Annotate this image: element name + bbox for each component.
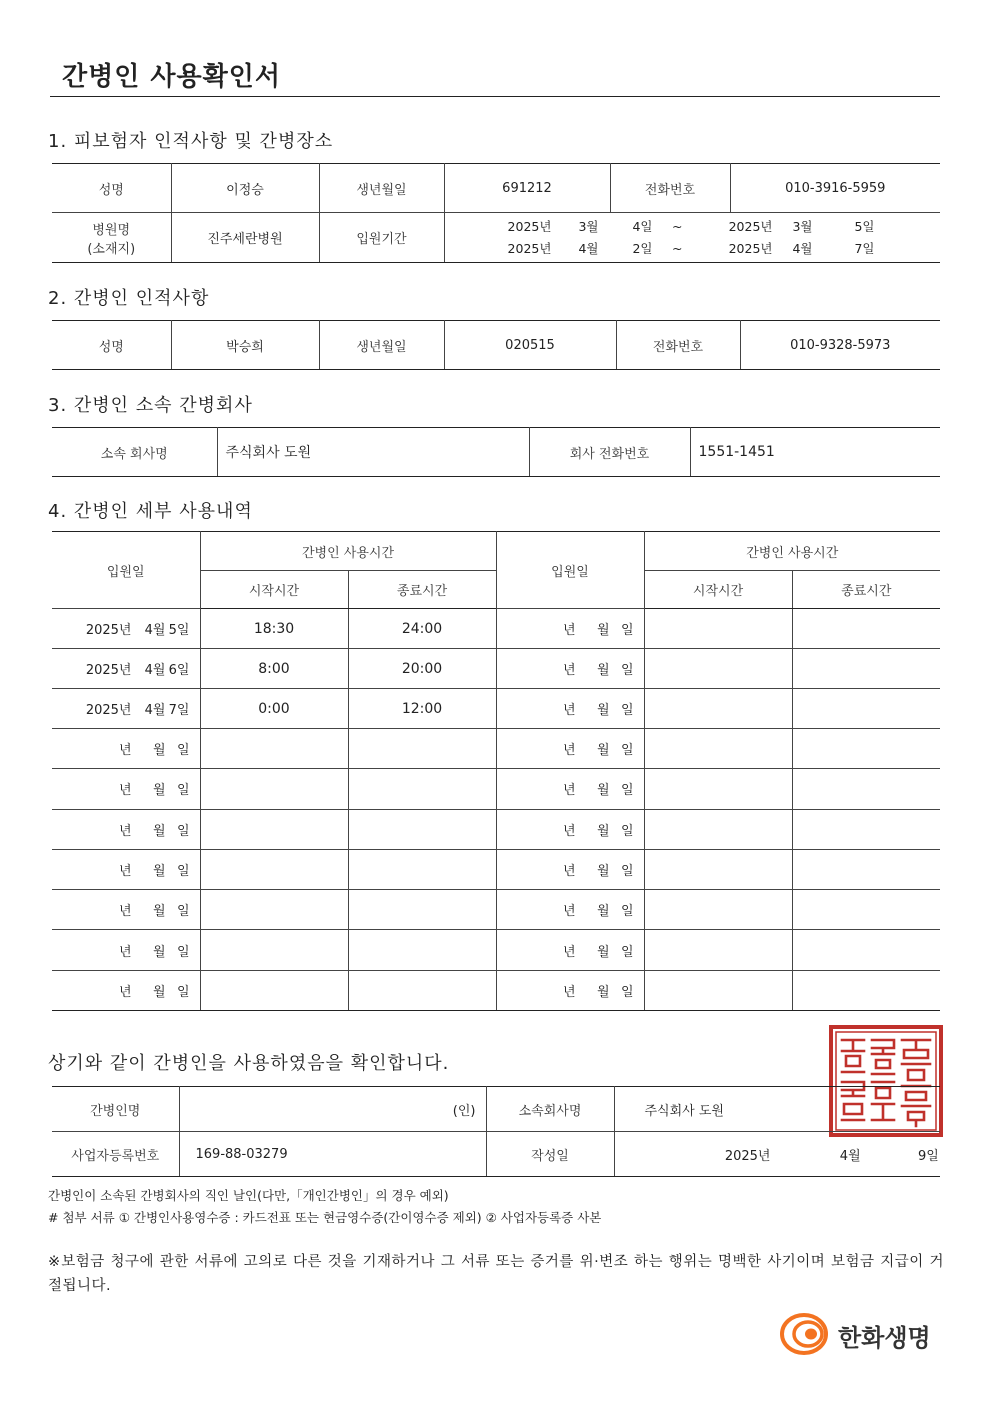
usage-start-time[interactable]: 0:00 <box>200 689 348 729</box>
usage-admit-date[interactable] <box>52 849 200 889</box>
written-date-month: 4월 <box>839 1148 861 1164</box>
usage-row <box>52 689 940 729</box>
usage-end-time[interactable] <box>792 729 940 769</box>
date-month: 4월 <box>144 623 166 638</box>
date-month: 월 <box>152 944 166 960</box>
date-month: 월 <box>596 663 610 678</box>
usage-start-time[interactable] <box>200 930 348 970</box>
usage-time-header: 간병인 사용시간 <box>200 532 496 571</box>
date-day: 일 <box>176 984 190 1000</box>
date-day: 일 <box>620 743 634 759</box>
period-end-year: 2025년 <box>728 240 773 256</box>
bizno-label: 사업자등록번호 <box>52 1132 179 1177</box>
usage-start-time[interactable] <box>644 970 792 1010</box>
section4-heading: 4. 간병인 세부 사용내역 <box>48 501 253 522</box>
sign-company-name[interactable]: 주식회사 도원 <box>614 1087 940 1132</box>
section2-heading: 2. 간병인 인적사항 <box>48 288 210 309</box>
period-start-month: 4월 <box>578 240 599 256</box>
date-year: 년 <box>562 984 576 1000</box>
usage-admit-date[interactable] <box>52 649 200 689</box>
date-month: 월 <box>596 623 610 638</box>
date-year: 2025년 <box>85 703 132 718</box>
insured-info-table <box>52 163 940 263</box>
admit-date-header: 입원일 <box>496 532 644 609</box>
company-name-label: 소속 회사명 <box>52 428 217 477</box>
page-title: 간병인 사용확인서 <box>62 62 281 92</box>
date-year: 년 <box>562 904 576 920</box>
usage-admit-date[interactable] <box>496 930 644 970</box>
insured-name[interactable]: 이정승 <box>171 164 319 213</box>
date-day: 일 <box>620 984 634 1000</box>
start-time-header: 시작시간 <box>200 571 348 609</box>
usage-admit-date[interactable] <box>496 809 644 849</box>
usage-row <box>52 970 940 1010</box>
date-year: 2025년 <box>85 623 132 638</box>
usage-end-time[interactable] <box>792 609 940 649</box>
usage-admit-date[interactable] <box>52 729 200 769</box>
date-day: 일 <box>176 864 190 880</box>
date-year: 년 <box>562 743 576 759</box>
date-month: 월 <box>596 783 610 799</box>
date-month: 월 <box>596 703 610 718</box>
date-year: 년 <box>562 703 576 718</box>
usage-end-time[interactable]: 20:00 <box>348 649 496 689</box>
period-start-month: 3월 <box>578 218 599 234</box>
date-day: 일 <box>620 944 634 960</box>
usage-row <box>52 729 940 769</box>
period-end-day: 5일 <box>854 218 875 234</box>
usage-row <box>52 649 940 689</box>
usage-admit-date[interactable] <box>496 769 644 809</box>
company-phone-label: 회사 전화번호 <box>529 428 690 477</box>
usage-admit-date[interactable] <box>496 849 644 889</box>
usage-row <box>52 930 940 970</box>
period-end-day: 7일 <box>854 240 875 256</box>
date-year: 년 <box>118 864 132 880</box>
date-year: 2025년 <box>85 663 132 678</box>
period-tilde: ~ <box>672 240 683 256</box>
written-date-day: 9일 <box>917 1148 939 1164</box>
caregiver-sign-cell[interactable] <box>179 1087 486 1132</box>
usage-start-time[interactable] <box>644 930 792 970</box>
usage-end-time[interactable] <box>792 689 940 729</box>
period-end-month: 4월 <box>792 240 813 256</box>
written-date-year: 2025년 <box>724 1148 771 1164</box>
insured-birth[interactable]: 691212 <box>444 164 610 213</box>
usage-start-time[interactable] <box>644 649 792 689</box>
usage-detail-table <box>52 531 940 1011</box>
section3-heading: 3. 간병인 소속 간병회사 <box>48 395 253 416</box>
usage-start-time[interactable]: 18:30 <box>200 609 348 649</box>
usage-start-time[interactable] <box>200 809 348 849</box>
date-day: 일 <box>620 783 634 799</box>
date-year: 년 <box>562 623 576 638</box>
usage-admit-date[interactable] <box>496 649 644 689</box>
insured-name-label: 성명 <box>52 164 171 213</box>
date-year: 년 <box>118 743 132 759</box>
usage-end-time[interactable] <box>792 769 940 809</box>
admission-period[interactable] <box>444 213 940 263</box>
logo-text: 한화생명 <box>838 1324 931 1352</box>
date-month: 4월 <box>144 703 166 718</box>
sign-company-label: 소속회사명 <box>486 1087 614 1132</box>
hospital-name[interactable]: 진주세란병원 <box>171 213 319 263</box>
date-day: 일 <box>620 904 634 920</box>
caregiver-phone-label: 전화번호 <box>616 321 740 370</box>
usage-end-time[interactable] <box>792 930 940 970</box>
usage-admit-date[interactable] <box>52 809 200 849</box>
start-time-header: 시작시간 <box>644 571 792 609</box>
period-start-year: 2025년 <box>507 240 552 256</box>
usage-admit-date[interactable] <box>496 729 644 769</box>
caregiver-phone[interactable]: 010-9328-5973 <box>740 321 940 370</box>
date-year: 년 <box>562 823 576 839</box>
usage-end-time[interactable] <box>792 970 940 1010</box>
period-start-day: 2일 <box>632 240 653 256</box>
seal-mark: (인) <box>452 1103 476 1119</box>
date-month: 월 <box>596 743 610 759</box>
insured-phone-label: 전화번호 <box>610 164 730 213</box>
usage-start-time[interactable] <box>644 609 792 649</box>
usage-end-time[interactable] <box>348 890 496 930</box>
date-month: 월 <box>152 904 166 920</box>
usage-admit-date[interactable] <box>496 609 644 649</box>
caregiver-name[interactable]: 박승희 <box>171 321 319 370</box>
usage-start-time[interactable] <box>200 970 348 1010</box>
usage-row <box>52 890 940 930</box>
date-year: 년 <box>118 904 132 920</box>
date-month: 월 <box>596 904 610 920</box>
hanwha-life-logo <box>778 1310 938 1356</box>
hospital-label-cell <box>52 213 171 263</box>
end-time-header: 종료시간 <box>792 571 940 609</box>
usage-end-time[interactable] <box>348 849 496 889</box>
usage-start-time[interactable] <box>200 849 348 889</box>
signature-table <box>52 1086 940 1177</box>
caregiver-birth-label: 생년월일 <box>319 321 444 370</box>
usage-start-time[interactable] <box>644 769 792 809</box>
usage-end-time[interactable] <box>792 649 940 689</box>
written-date-label: 작성일 <box>486 1132 614 1177</box>
date-day: 6일 <box>168 663 190 678</box>
date-day: 일 <box>620 623 634 638</box>
caregiver-birth[interactable]: 020515 <box>444 321 616 370</box>
date-day: 일 <box>620 864 634 880</box>
title-divider <box>50 96 940 97</box>
usage-admit-date[interactable] <box>52 930 200 970</box>
usage-start-time[interactable] <box>200 890 348 930</box>
bizno-value[interactable]: 169-88-03279 <box>179 1132 486 1177</box>
usage-start-time[interactable] <box>644 849 792 889</box>
company-phone[interactable]: 1551-1451 <box>690 428 940 477</box>
admit-date-header: 입원일 <box>52 532 200 609</box>
usage-end-time[interactable] <box>792 849 940 889</box>
date-year: 년 <box>562 663 576 678</box>
usage-admit-date[interactable] <box>496 689 644 729</box>
section1-heading: 1. 피보험자 인적사항 및 간병장소 <box>48 131 334 152</box>
usage-admit-date[interactable] <box>52 970 200 1010</box>
usage-row <box>52 769 940 809</box>
usage-end-time[interactable] <box>348 729 496 769</box>
date-month: 월 <box>152 864 166 880</box>
date-month: 월 <box>152 823 166 839</box>
date-month: 월 <box>596 864 610 880</box>
usage-admit-date[interactable] <box>52 890 200 930</box>
period-start-day: 4일 <box>632 218 653 234</box>
usage-row <box>52 849 940 889</box>
usage-end-time[interactable] <box>792 809 940 849</box>
period-row <box>445 238 941 260</box>
date-day: 일 <box>176 783 190 799</box>
date-year: 년 <box>562 783 576 799</box>
usage-end-time[interactable] <box>348 970 496 1010</box>
period-row <box>445 216 941 238</box>
company-name[interactable]: 주식회사 도원 <box>217 428 529 477</box>
caregiver-name-sign-label: 간병인명 <box>52 1087 179 1132</box>
usage-start-time[interactable] <box>644 809 792 849</box>
date-day: 일 <box>620 663 634 678</box>
insured-phone[interactable]: 010-3916-5959 <box>730 164 940 213</box>
usage-start-time[interactable] <box>644 689 792 729</box>
period-start-year: 2025년 <box>507 218 552 234</box>
attachments-note: # 첨부 서류 ① 간병인사용영수증 : 카드전표 또는 현금영수증(간이영수증 제외) ② 사업자등록증 사본 <box>48 1210 602 1225</box>
date-month: 월 <box>152 984 166 1000</box>
date-day: 일 <box>620 703 634 718</box>
usage-end-time[interactable] <box>348 809 496 849</box>
caregiver-name-label: 성명 <box>52 321 171 370</box>
date-month: 4월 <box>144 663 166 678</box>
usage-admit-date[interactable] <box>496 970 644 1010</box>
hospital-label: 병원명 <box>92 222 131 238</box>
usage-start-time[interactable] <box>200 729 348 769</box>
date-year: 년 <box>118 944 132 960</box>
usage-end-time[interactable] <box>792 890 940 930</box>
date-day: 일 <box>176 823 190 839</box>
usage-admit-date[interactable] <box>52 609 200 649</box>
usage-end-time[interactable]: 24:00 <box>348 609 496 649</box>
period-label: 입원기간 <box>319 213 444 263</box>
confirmation-text: 상기와 같이 간병인을 사용하였음을 확인합니다. <box>48 1053 450 1074</box>
hospital-sub-label: (소재지) <box>87 241 136 257</box>
date-month: 월 <box>596 944 610 960</box>
date-day: 일 <box>620 823 634 839</box>
hanwha-flame-icon <box>778 1310 832 1356</box>
date-month: 월 <box>152 783 166 799</box>
usage-admit-date[interactable] <box>496 890 644 930</box>
period-tilde: ~ <box>672 218 683 234</box>
written-date[interactable] <box>614 1132 940 1177</box>
usage-admit-date[interactable] <box>52 769 200 809</box>
date-day: 일 <box>176 743 190 759</box>
date-year: 년 <box>118 783 132 799</box>
insured-birth-label: 생년월일 <box>319 164 444 213</box>
usage-admit-date[interactable] <box>52 689 200 729</box>
date-year: 년 <box>118 984 132 1000</box>
date-day: 5일 <box>168 623 190 638</box>
date-day: 7일 <box>168 703 190 718</box>
fraud-warning: ※보험금 청구에 관한 서류에 고의로 다른 것을 기재하거나 그 서류 또는 증거를 위·변조 하는 행위는 명백한 사기이며 보험금 지급이 거절됩니다. <box>48 1254 944 1294</box>
usage-start-time[interactable] <box>644 729 792 769</box>
date-year: 년 <box>118 823 132 839</box>
period-end-year: 2025년 <box>728 218 773 234</box>
date-month: 월 <box>152 743 166 759</box>
company-info-table <box>52 427 940 477</box>
usage-row <box>52 809 940 849</box>
date-day: 일 <box>176 904 190 920</box>
date-year: 년 <box>562 864 576 880</box>
period-end-month: 3월 <box>792 218 813 234</box>
date-day: 일 <box>176 944 190 960</box>
usage-start-time[interactable]: 8:00 <box>200 649 348 689</box>
usage-start-time[interactable] <box>644 890 792 930</box>
caregiver-info-table <box>52 320 940 370</box>
seal-note: 간병인이 소속된 간병회사의 직인 날인(다만,「개인간병인」의 경우 예외) <box>48 1188 449 1203</box>
usage-row <box>52 609 940 649</box>
date-month: 월 <box>596 823 610 839</box>
date-year: 년 <box>562 944 576 960</box>
date-month: 월 <box>596 984 610 1000</box>
usage-time-header: 간병인 사용시간 <box>644 532 940 571</box>
usage-end-time[interactable] <box>348 930 496 970</box>
usage-start-time[interactable] <box>200 769 348 809</box>
usage-end-time[interactable]: 12:00 <box>348 689 496 729</box>
end-time-header: 종료시간 <box>348 571 496 609</box>
usage-end-time[interactable] <box>348 769 496 809</box>
